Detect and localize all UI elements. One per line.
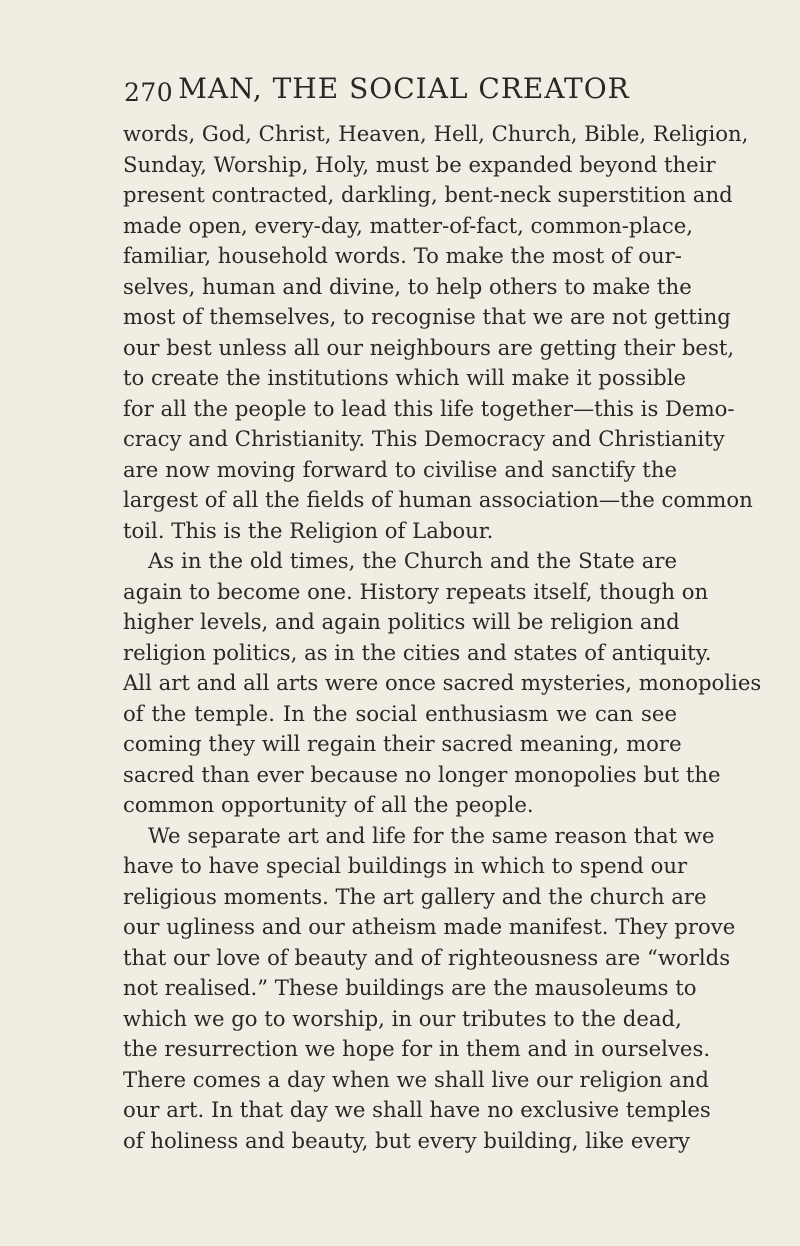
- text-line: familiar, household words. To make the most of our-: [123, 243, 682, 268]
- text-line: Sunday, Worship, Holy, must be expanded beyond their: [123, 151, 716, 177]
- text-line: that our love of beauty and of righteousness are “worlds: [123, 944, 731, 970]
- text-line: made open, every-day, matter-of-fact, common-place,: [123, 212, 694, 238]
- text-line: sacred than ever because no longer monopolies but the: [123, 761, 721, 787]
- text-line: There comes a day when we shall live our religion and: [123, 1066, 709, 1092]
- paragraph-end-line: toil. This is the Religion of Labour.: [123, 517, 494, 543]
- text-line: our ugliness and our atheism made manifest. They prove: [123, 914, 736, 939]
- text-line: selves, human and divine, to help others to make the: [123, 273, 692, 299]
- text-line: words, God, Christ, Heaven, Hell, Church, Bible, Religion,: [123, 121, 749, 146]
- page-number: 270: [124, 78, 174, 107]
- text-line: coming they will regain their sacred meaning, more: [123, 731, 682, 756]
- paragraph-start-line: We separate art and life for the same reason that we: [148, 822, 715, 848]
- text-line: religious moments. The art gallery and the church are: [123, 883, 707, 909]
- text-line: again to become one. History repeats itself, though on: [123, 578, 709, 604]
- text-line: have to have special buildings in which to spend our: [123, 853, 688, 878]
- text-line: present contracted, darkling, bent-neck superstition and: [123, 182, 733, 207]
- text-line: not realised.” These buildings are the mausoleums to: [123, 975, 697, 1000]
- text-line: our best unless all our neighbours are getting their best,: [123, 334, 735, 360]
- text-line: cracy and Christianity. This Democracy and Christianity: [123, 426, 725, 451]
- text-line: which we go to worship, in our tributes to the dead,: [123, 1005, 682, 1031]
- text-line: to create the institutions which will make it possible: [123, 365, 687, 390]
- text-line: All art and all arts were once sacred mysteries, monopolies: [123, 670, 762, 695]
- text-line: higher levels, and again politics will be religion and: [123, 609, 680, 634]
- paragraph-end-line: common opportunity of all the people.: [123, 792, 534, 817]
- running-title: MAN, THE SOCIAL CREATOR: [178, 72, 630, 105]
- text-line: of the temple. In the social enthusiasm we can see: [123, 700, 677, 726]
- text-line: for all the people to lead this life together—this is Demo-: [123, 395, 735, 421]
- text-line: largest of all the fields of human association—the common: [123, 487, 753, 512]
- text-line: our art. In that day we shall have no exclusive temples: [123, 1097, 711, 1122]
- body-text: [123, 119, 762, 1156]
- text-line: are now moving forward to civilise and sanctify the: [123, 456, 677, 482]
- text-line: religion politics, as in the cities and states of antiquity.: [123, 639, 712, 665]
- text-line: the resurrection we hope for in them and in ourselves.: [123, 1036, 711, 1061]
- text-line: most of themselves, to recognise that we are not getting: [123, 304, 731, 329]
- text-line: of holiness and beauty, but every building, like every: [123, 1127, 690, 1153]
- running-head: [124, 72, 684, 112]
- paragraph-start-line: As in the old times, the Church and the State are: [148, 548, 677, 573]
